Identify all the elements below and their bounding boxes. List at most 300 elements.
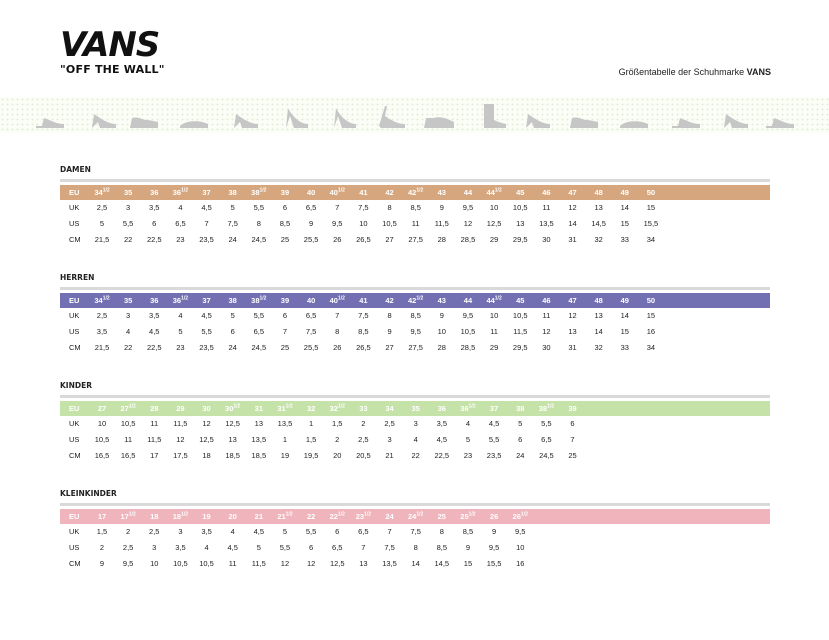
size-cell: 2 (99, 543, 105, 552)
size-cell: 43 (437, 296, 446, 305)
size-table-kleinkinder (60, 489, 770, 572)
size-cell: 8 (413, 543, 418, 552)
pump-icon (672, 118, 700, 128)
size-cell: 25 (280, 343, 290, 352)
size-cell: 27,5 (408, 343, 423, 352)
size-cell: 33 (620, 343, 629, 352)
size-cell: 11 (124, 435, 133, 444)
size-cell: 20,5 (356, 451, 371, 460)
size-cell: 15 (646, 311, 656, 320)
size-cell: 5,5 (305, 527, 317, 536)
size-cell: 27 (385, 343, 394, 352)
size-cell: 18,5 (251, 451, 267, 460)
size-cell: 49 (620, 188, 629, 197)
size-cell: 9,5 (462, 203, 474, 212)
size-cell: 27 (385, 235, 394, 244)
half-size-mark: 1/2 (337, 187, 345, 194)
size-cell: 50 (646, 296, 656, 305)
size-number: 38 (538, 404, 548, 413)
size-cell: 25,5 (303, 235, 319, 244)
section-title: DAMEN (60, 165, 91, 174)
size-cell: 7,5 (305, 327, 317, 336)
size-cell: 19 (280, 451, 290, 460)
size-cell: 6,5 (332, 543, 343, 552)
size-cell: 25 (568, 451, 577, 460)
size-cell: 10,5 (382, 219, 397, 228)
section-divider (60, 179, 770, 182)
size-cell: 6 (282, 203, 288, 212)
size-cell: 12 (463, 219, 473, 228)
size-cell: 12 (306, 559, 316, 568)
size-number: 44 (486, 188, 495, 197)
size-cell: 41 (359, 296, 368, 305)
size-cell: 4,5 (201, 203, 212, 212)
half-size-mark: 1/2 (337, 403, 345, 410)
size-cell: 8,5 (358, 327, 369, 336)
half-size-mark: 1/2 (259, 187, 267, 194)
size-cell: 22 (306, 512, 316, 521)
size-cell: 37 (202, 188, 211, 197)
size-cell: 35 (411, 404, 420, 413)
size-row-eu (60, 509, 770, 524)
size-cell: 10,5 (199, 559, 214, 568)
size-cell: 8,5 (462, 527, 474, 536)
size-cell: 22,5 (146, 235, 162, 244)
size-cell: 14 (594, 327, 603, 336)
stiletto-icon (286, 108, 308, 128)
row-label: CM (69, 451, 81, 460)
row-label: CM (69, 343, 81, 352)
heel-icon (234, 114, 258, 128)
size-row-us (60, 216, 770, 232)
size-cell: 5,5 (253, 203, 265, 212)
size-cell: 4,5 (227, 543, 238, 552)
size-cell: 15 (620, 219, 629, 228)
size-table-herren (60, 273, 770, 356)
size-cell: 33 (620, 235, 629, 244)
size-cell: 41 (359, 188, 368, 197)
section-title: HERREN (60, 273, 95, 282)
size-cell: 10,5 (94, 435, 110, 444)
size-cell: 39 (280, 296, 290, 305)
size-cell: 3,5 (149, 203, 160, 212)
size-number: 23 (355, 512, 365, 521)
ballerina-icon (180, 121, 208, 128)
size-cell: 42 (385, 188, 394, 197)
size-cell: 10,5 (173, 559, 188, 568)
size-cell: 32 (594, 343, 603, 352)
half-size-mark: 1/2 (102, 295, 110, 302)
size-cell: 27 (97, 404, 107, 413)
size-number: 44 (486, 296, 495, 305)
size-cell: 9,5 (332, 219, 343, 228)
size-cell: 11,5 (173, 419, 188, 428)
half-size-mark: 1/2 (181, 511, 189, 518)
size-cell: 9,5 (122, 559, 134, 568)
size-cell: 23,5 (199, 235, 214, 244)
size-number: 30 (225, 404, 234, 413)
boot-icon (484, 104, 506, 128)
section-title: KINDER (60, 381, 93, 390)
size-cell: 6 (152, 219, 157, 228)
size-table-kinder (60, 381, 770, 464)
size-cell: 8 (335, 327, 340, 336)
size-number: 38 (251, 296, 260, 305)
size-cell: 13,5 (382, 559, 397, 568)
size-number: 18 (172, 512, 182, 521)
size-cell: 26 (333, 235, 342, 244)
ballerina-icon (620, 121, 648, 128)
size-cell: 22,5 (434, 451, 450, 460)
size-cell: 46 (542, 188, 551, 197)
heel-icon (724, 114, 748, 128)
size-cell: 37 (202, 296, 211, 305)
size-cell: 3,5 (175, 543, 186, 552)
size-row-uk (60, 308, 770, 324)
size-cell: 8 (387, 203, 392, 212)
section-divider (60, 287, 770, 290)
size-cell: 39 (280, 188, 290, 197)
size-cell: 13 (254, 419, 263, 428)
size-cell: 12 (542, 327, 551, 336)
size-cell: 19 (202, 512, 211, 521)
size-cell: 4,5 (201, 311, 212, 320)
size-cell: 23,5 (199, 343, 214, 352)
size-cell: 14 (620, 203, 629, 212)
size-cell: 4 (230, 527, 235, 536)
row-label: EU (69, 188, 80, 197)
size-cell: 4 (465, 419, 471, 428)
size-row-uk (60, 200, 770, 216)
size-number: 34 (94, 188, 103, 197)
size-cell: 12 (176, 435, 185, 444)
size-cell: 21,5 (94, 235, 110, 244)
size-cell: 5,5 (279, 543, 291, 552)
vans-logo (60, 25, 170, 76)
size-cell: 8,5 (410, 311, 421, 320)
size-row-uk (60, 524, 770, 540)
size-cell: 8,5 (279, 219, 291, 228)
size-cell: 27,5 (408, 235, 423, 244)
size-cell: 12,5 (199, 435, 214, 444)
size-number: 42 (408, 188, 417, 197)
title-prefix: Größentabelle der Schuhmarke (618, 67, 747, 77)
row-label: US (69, 543, 80, 552)
size-row-cm (60, 340, 770, 356)
size-cell: 28 (437, 343, 446, 352)
size-cell: 28 (437, 235, 446, 244)
size-cell: 5 (465, 435, 471, 444)
stiletto-icon (334, 108, 356, 128)
size-number: 26 (512, 512, 521, 521)
size-cell: 24 (385, 512, 394, 521)
size-cell: 48 (594, 188, 603, 197)
pump-icon (766, 118, 794, 128)
size-cell: 2,5 (96, 203, 108, 212)
size-cell: 21 (254, 512, 263, 521)
size-cell: 12 (280, 559, 290, 568)
size-cell: 16 (516, 559, 525, 568)
size-cell: 49 (620, 296, 629, 305)
size-cell: 17 (150, 451, 159, 460)
row-label: UK (69, 419, 80, 428)
size-cell: 15 (620, 327, 629, 336)
size-cell: 22 (123, 235, 133, 244)
size-cell: 26 (333, 343, 342, 352)
size-cell: 10,5 (460, 327, 476, 336)
size-cell: 26,5 (356, 235, 371, 244)
size-cell: 6,5 (175, 219, 186, 228)
size-cell: 8 (256, 219, 261, 228)
size-cell: 25 (280, 235, 290, 244)
size-cell: 10,5 (512, 203, 528, 212)
size-cell: 8 (439, 527, 444, 536)
heel-icon (526, 114, 550, 128)
size-cell: 2,5 (96, 311, 108, 320)
row-label: EU (69, 296, 80, 305)
size-cell: 1 (282, 435, 288, 444)
size-cell: 9 (439, 203, 444, 212)
size-cell: 14 (620, 311, 629, 320)
size-cell: 19,5 (303, 451, 319, 460)
size-cell: 11 (542, 203, 551, 212)
size-cell: 12,5 (329, 559, 345, 568)
size-cell: 12,5 (486, 219, 502, 228)
size-cell: 48 (594, 296, 603, 305)
size-cell: 13,5 (277, 419, 293, 428)
half-size-mark: 1/2 (181, 295, 189, 302)
size-cell: 30 (542, 235, 551, 244)
size-cell: 22,5 (146, 343, 162, 352)
size-cell: 7 (282, 327, 288, 336)
title-brand: VANS (746, 67, 771, 77)
size-cell: 5,5 (253, 311, 265, 320)
size-cell: 5 (99, 219, 105, 228)
size-cell: 2 (126, 527, 131, 536)
size-number: 24 (408, 512, 417, 521)
size-cell: 28,5 (460, 343, 476, 352)
size-cell: 44 (463, 188, 473, 197)
size-cell: 23 (176, 343, 185, 352)
size-cell: 42 (385, 296, 394, 305)
size-cell: 10 (150, 559, 159, 568)
section-title: KLEINKINDER (60, 489, 117, 498)
size-cell: 5 (230, 203, 235, 212)
size-cell: 15 (463, 559, 473, 568)
size-cell: 8,5 (436, 543, 448, 552)
size-number: 17 (120, 512, 129, 521)
size-row-eu (60, 185, 770, 200)
size-cell: 9 (439, 311, 444, 320)
size-cell: 11 (228, 559, 237, 568)
size-cell: 13,5 (539, 219, 554, 228)
size-cell: 31 (568, 235, 577, 244)
size-number: 38 (251, 188, 260, 197)
size-cell: 34 (646, 343, 656, 352)
half-size-mark: 1/2 (128, 403, 136, 410)
size-cell: 8,5 (410, 203, 421, 212)
row-label: US (69, 219, 80, 228)
size-cell: 6,5 (305, 203, 317, 212)
size-row-uk (60, 416, 770, 432)
size-cell: 4 (413, 435, 418, 444)
size-cell: 38 (516, 404, 525, 413)
size-cell: 31 (254, 404, 263, 413)
size-cell: 26 (489, 512, 499, 521)
size-cell: 5,5 (541, 419, 552, 428)
size-cell: 23 (176, 235, 185, 244)
size-cell: 9,5 (488, 543, 500, 552)
size-cell: 7 (335, 203, 340, 212)
size-cell: 45 (516, 188, 525, 197)
size-cell: 6 (518, 435, 523, 444)
size-cell: 10 (489, 203, 499, 212)
half-size-mark: 1/2 (337, 295, 345, 302)
size-number: 21 (277, 512, 286, 521)
size-cell: 25,5 (303, 343, 319, 352)
size-cell: 44 (463, 296, 473, 305)
size-cell: 1,5 (332, 419, 343, 428)
size-cell: 29,5 (512, 343, 528, 352)
size-cell: 10 (489, 311, 499, 320)
size-cell: 3 (126, 311, 131, 320)
size-cell: 1,5 (96, 527, 108, 536)
size-cell: 14 (411, 559, 420, 568)
size-cell: 15 (646, 203, 656, 212)
size-cell: 5 (518, 419, 523, 428)
size-number: 40 (329, 296, 338, 305)
size-cell: 4 (126, 327, 131, 336)
size-cell: 4,5 (488, 419, 500, 428)
half-size-mark: 1/2 (494, 187, 502, 194)
size-cell: 11,5 (251, 559, 266, 568)
size-cell: 10 (437, 327, 446, 336)
size-cell: 40 (306, 188, 316, 197)
size-cell: 24,5 (251, 343, 267, 352)
canvas-sneaker-icon (424, 117, 454, 128)
size-row-us (60, 432, 770, 448)
size-cell: 9 (492, 527, 497, 536)
size-cell: 3 (152, 543, 157, 552)
size-cell: 38 (228, 296, 237, 305)
size-cell: 36 (150, 296, 159, 305)
size-cell: 47 (568, 296, 577, 305)
size-cell: 28,5 (460, 235, 476, 244)
size-cell: 5 (282, 527, 288, 536)
size-cell: 24 (228, 343, 237, 352)
size-cell: 29 (176, 404, 185, 413)
size-cell: 22 (411, 451, 420, 460)
size-cell: 7 (335, 311, 340, 320)
size-cell: 13 (228, 435, 237, 444)
size-cell: 24,5 (251, 235, 267, 244)
size-cell: 2,5 (149, 527, 160, 536)
size-cell: 12 (568, 311, 577, 320)
size-cell: 18 (202, 451, 211, 460)
size-cell: 4,5 (436, 435, 448, 444)
size-cell: 7,5 (410, 527, 421, 536)
document-title (619, 67, 771, 77)
half-size-mark: 1/2 (520, 511, 528, 518)
size-cell: 7 (204, 219, 209, 228)
size-cell: 29 (489, 235, 499, 244)
size-cell: 35 (123, 296, 133, 305)
size-cell: 26,5 (356, 343, 371, 352)
size-cell: 10,5 (120, 419, 136, 428)
size-cell: 7,5 (384, 543, 395, 552)
size-table-damen (60, 165, 770, 248)
size-cell: 14,5 (591, 219, 606, 228)
size-cell: 7 (570, 435, 575, 444)
size-cell: 34 (646, 235, 656, 244)
size-cell: 5 (256, 543, 261, 552)
size-cell: 9 (387, 327, 392, 336)
size-number: 25 (460, 512, 469, 521)
size-cell: 5,5 (201, 327, 212, 336)
size-number: 36 (172, 296, 182, 305)
size-cell: 4 (178, 203, 183, 212)
size-cell: 21 (385, 451, 394, 460)
size-row-cm (60, 556, 770, 572)
row-label: CM (69, 559, 81, 568)
size-cell: 2,5 (358, 435, 369, 444)
size-cell: 10 (97, 419, 107, 428)
size-cell: 9,5 (462, 311, 474, 320)
size-cell: 39 (568, 404, 577, 413)
size-cell: 2 (361, 419, 366, 428)
size-cell: 21,5 (94, 343, 110, 352)
size-cell: 37 (489, 404, 499, 413)
size-cell: 45 (516, 296, 525, 305)
size-cell: 9 (99, 559, 105, 568)
size-cell: 11,5 (434, 219, 449, 228)
half-size-mark: 1/2 (494, 295, 502, 302)
logo-wordmark: VANS (60, 25, 160, 65)
half-size-mark: 1/2 (128, 511, 136, 518)
size-cell: 6,5 (541, 435, 552, 444)
size-cell: 14,5 (434, 559, 450, 568)
size-cell: 38 (228, 188, 237, 197)
size-cell: 12,5 (225, 419, 240, 428)
size-cell: 4,5 (253, 527, 265, 536)
row-label: UK (69, 311, 80, 320)
size-cell: 10 (516, 543, 525, 552)
size-cell: 7 (387, 527, 392, 536)
size-cell: 6 (570, 419, 575, 428)
shoe-illustration-band (0, 97, 829, 133)
size-cell: 13 (516, 219, 525, 228)
size-cell: 9 (309, 219, 314, 228)
size-cell: 9,5 (515, 527, 526, 536)
size-cell: 12 (568, 203, 577, 212)
row-label: EU (69, 512, 80, 521)
size-cell: 2 (335, 435, 340, 444)
size-cell: 31 (568, 343, 577, 352)
size-cell: 17,5 (173, 451, 188, 460)
row-label: CM (69, 235, 81, 244)
size-cell: 46 (542, 296, 551, 305)
size-cell: 43 (437, 188, 446, 197)
size-cell: 32 (594, 235, 603, 244)
size-cell: 4,5 (149, 327, 160, 336)
row-label: UK (69, 203, 80, 212)
size-cell: 11 (411, 219, 420, 228)
size-cell: 5,5 (488, 435, 500, 444)
size-cell: 16,5 (120, 451, 136, 460)
size-cell: 1 (309, 419, 314, 428)
size-row-us (60, 324, 770, 340)
size-cell: 3 (387, 435, 392, 444)
